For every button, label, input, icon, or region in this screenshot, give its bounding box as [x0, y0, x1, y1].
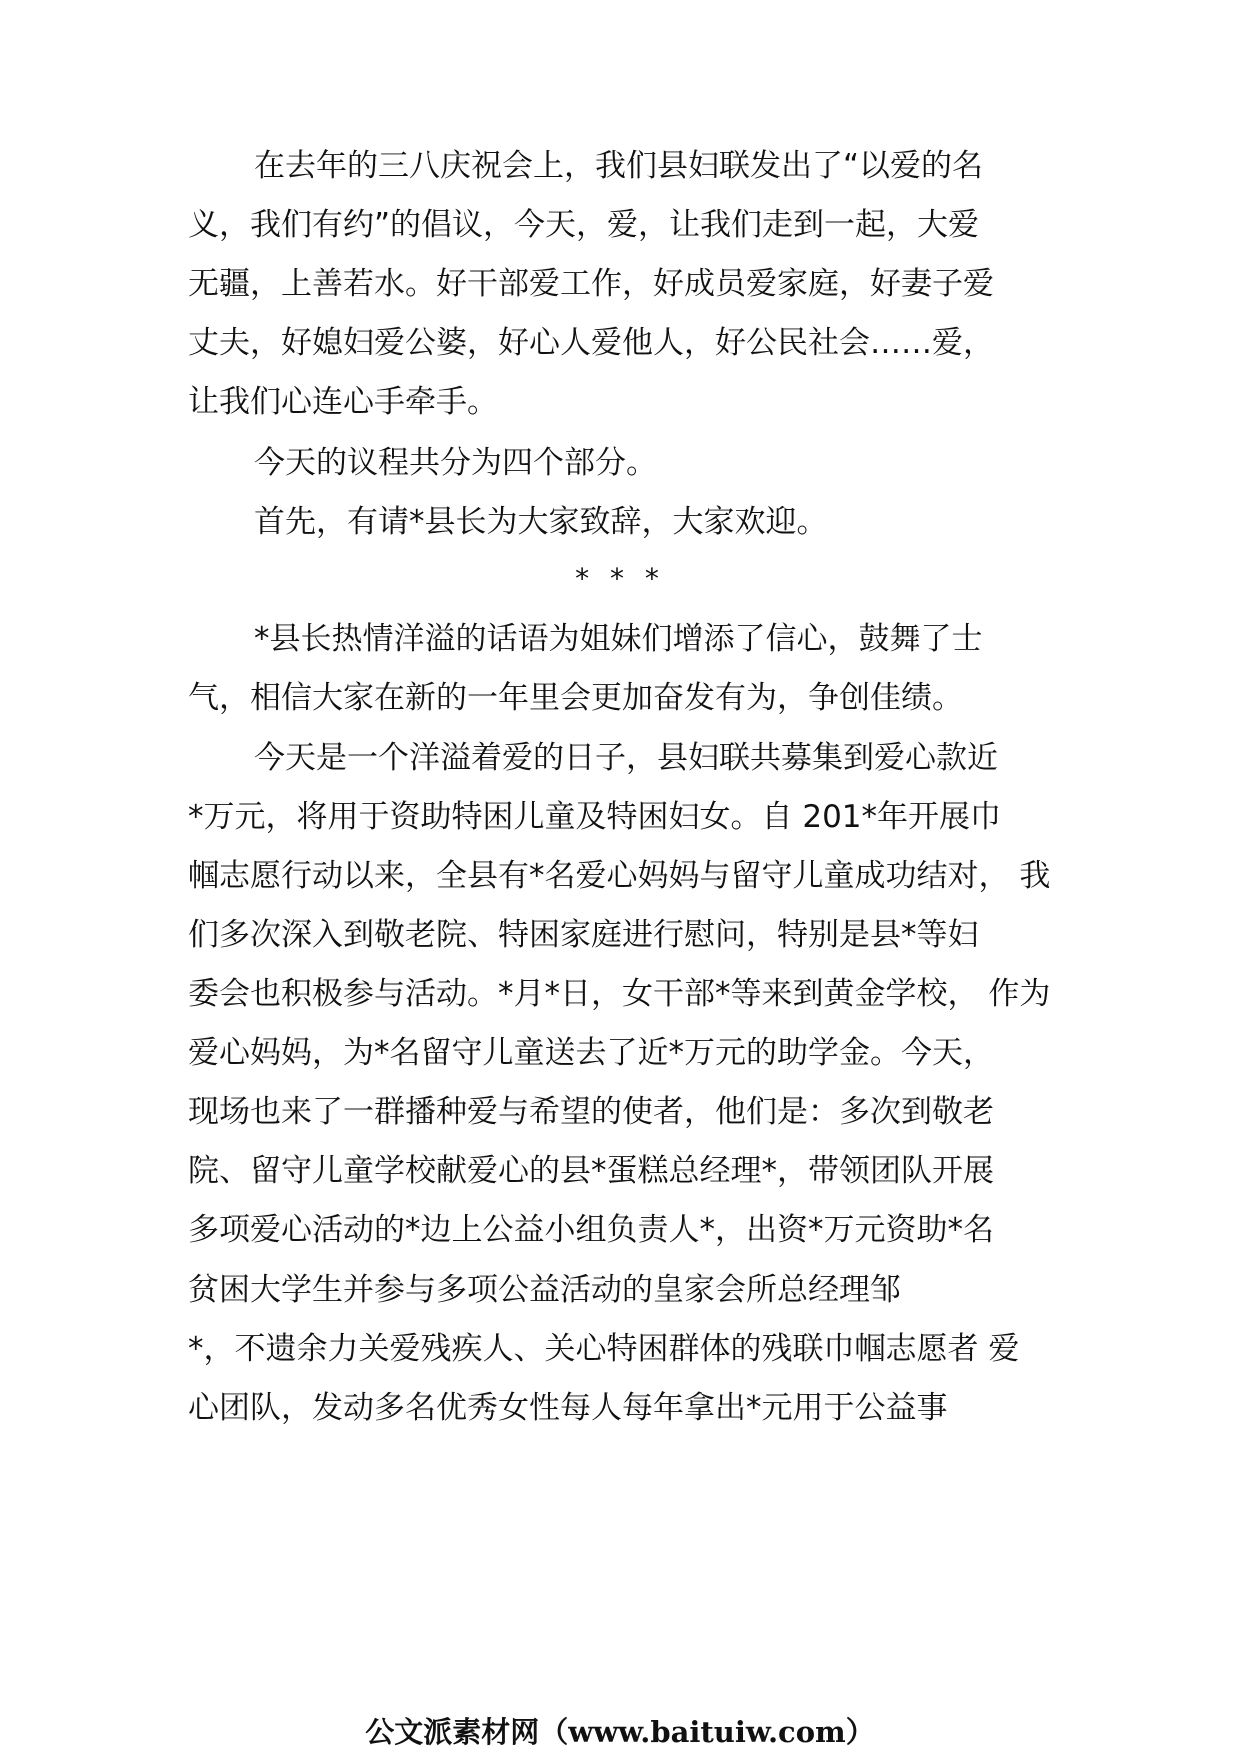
paragraph-1-line-1: 在去年的三八庆祝会上，我们县妇联发出了“以爱的名 [254, 148, 984, 184]
paragraph-2-line-1: 今天的议程共分为四个部分。 [254, 445, 657, 481]
paragraph-5-line-4: 们多次深入到敬老院、特困家庭进行慰问，特别是县*等妇 [188, 917, 979, 953]
paragraph-3-line-1: 首先，有请*县长为大家致辞，大家欢迎。 [254, 504, 828, 540]
paragraph-5-line-7: 现场也来了一群播种爱与希望的使者，他们是：多次到敬老 [188, 1094, 994, 1130]
paragraph-1-line-2: 义，我们有约”的倡议，今天，爱，让我们走到一起，大爱 [188, 207, 980, 243]
paragraph-5-line-12: 心团队，发动多名优秀女性每人每年拿出*元用于公益事 [188, 1390, 948, 1426]
paragraph-5-line-5: 委会也积极参与活动。*月*日，女干部*等来到黄金学校， 作为 [188, 976, 1051, 1012]
paragraph-5-line-6: 爱心妈妈，为*名留守儿童送去了近*万元的助学金。今天， [188, 1035, 994, 1071]
paragraph-5-line-9: 多项爱心活动的*边上公益小组负责人*，出资*万元资助*名 [188, 1212, 994, 1248]
footer-source: 公文派素材网（www.baituiw.com） [365, 1715, 875, 1749]
paragraph-5-line-11: *，不遗余力关爱残疾人、关心特困群体的残联巾帼志愿者 爱 [188, 1331, 1020, 1367]
paragraph-1-line-4: 丈夫，好媳妇爱公婆，好心人爱他人，好公民社会……爱， [188, 325, 994, 361]
paragraph-1-line-3: 无疆，上善若水。好干部爱工作，好成员爱家庭，好妻子爱 [188, 266, 994, 302]
paragraph-5-line-2: *万元，将用于资助特困儿童及特困妇女。自 201*年开展巾 [188, 799, 1002, 835]
paragraph-5-line-1: 今天是一个洋溢着爱的日子，县妇联共募集到爱心款近 [254, 740, 998, 776]
section-separator: * * * [575, 562, 665, 595]
paragraph-5-line-8: 院、留守儿童学校献爱心的县*蛋糕总经理*，带领团队开展 [188, 1153, 994, 1189]
paragraph-5-line-3: 帼志愿行动以来，全县有*名爱心妈妈与留守儿童成功结对， 我 [188, 858, 1051, 894]
paragraph-4-line-1: *县长热情洋溢的话语为姐妹们增添了信心，鼓舞了士 [254, 621, 983, 657]
paragraph-5-line-10: 贫困大学生并参与多项公益活动的皇家会所总经理邹 [188, 1272, 901, 1308]
paragraph-4-line-2: 气，相信大家在新的一年里会更加奋发有为，争创佳绩。 [188, 680, 963, 716]
paragraph-1-line-5: 让我们心连心手牵手。 [188, 384, 498, 420]
